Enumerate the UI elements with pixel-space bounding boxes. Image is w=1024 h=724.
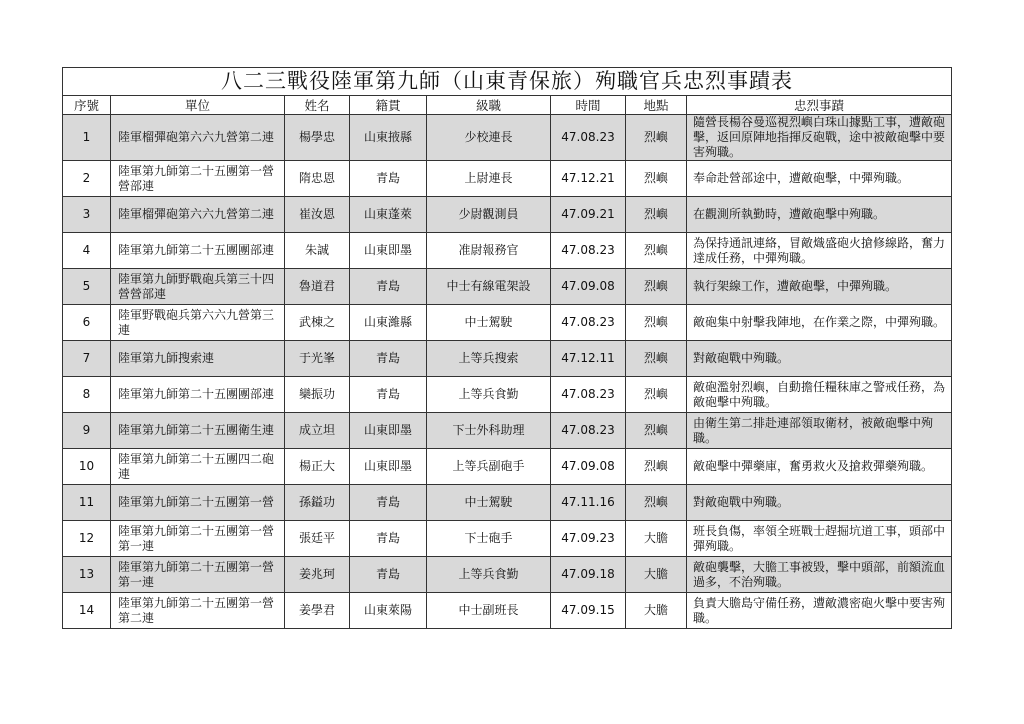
unit-cell: 陸軍第九師野戰砲兵第三十四營營部連 — [111, 269, 285, 305]
rank-cell: 下士外科助理 — [427, 413, 551, 449]
deed-cell: 對敵砲戰中殉職。 — [687, 341, 952, 377]
deed-cell: 由衛生第二排赴連部領取衛材，被敵砲擊中殉職。 — [687, 413, 952, 449]
unit-cell: 陸軍第九師第二十五團團部連 — [111, 233, 285, 269]
deed-cell: 敵砲擊中彈藥庫，奮勇救火及搶救彈藥殉職。 — [687, 449, 952, 485]
date-cell: 47.09.23 — [551, 521, 626, 557]
unit-cell: 陸軍榴彈砲第六六九營第二連 — [111, 197, 285, 233]
date-cell: 47.09.18 — [551, 557, 626, 593]
header-date: 時間 — [551, 96, 626, 115]
place-cell: 烈嶼 — [626, 197, 687, 233]
date-cell: 47.11.16 — [551, 485, 626, 521]
place-cell: 烈嶼 — [626, 269, 687, 305]
date-cell: 47.08.23 — [551, 377, 626, 413]
header-deed: 忠烈事蹟 — [687, 96, 952, 115]
unit-cell: 陸軍第九師搜索連 — [111, 341, 285, 377]
deed-cell: 負責大膽島守備任務，遭敵濃密砲火擊中要害殉職。 — [687, 593, 952, 629]
table-row — [63, 161, 952, 197]
name-cell: 張廷平 — [285, 521, 350, 557]
name-cell: 隋忠恩 — [285, 161, 350, 197]
table-row — [63, 377, 952, 413]
rank-cell: 中士駕駛 — [427, 485, 551, 521]
unit-cell: 陸軍第九師第二十五團衛生連 — [111, 413, 285, 449]
table-row — [63, 521, 952, 557]
unit-cell: 陸軍第九師第二十五團第一營 — [111, 485, 285, 521]
unit-cell: 陸軍榴彈砲第六六九營第二連 — [111, 115, 285, 161]
place-cell: 烈嶼 — [626, 449, 687, 485]
place-cell: 烈嶼 — [626, 377, 687, 413]
rank-cell: 少尉觀測員 — [427, 197, 551, 233]
name-cell: 姜學君 — [285, 593, 350, 629]
place-cell: 烈嶼 — [626, 305, 687, 341]
unit-cell: 陸軍第九師第二十五團第一營營部連 — [111, 161, 285, 197]
date-cell: 47.09.15 — [551, 593, 626, 629]
date-cell: 47.08.23 — [551, 305, 626, 341]
rank-cell: 上等兵副砲手 — [427, 449, 551, 485]
unit-cell: 陸軍第九師第二十五團第一營第二連 — [111, 593, 285, 629]
origin-cell: 青島 — [350, 521, 427, 557]
name-cell: 成立坦 — [285, 413, 350, 449]
origin-cell: 青島 — [350, 485, 427, 521]
name-cell: 于光峯 — [285, 341, 350, 377]
serial-cell: 12 — [63, 521, 111, 557]
date-cell: 47.08.23 — [551, 413, 626, 449]
rank-cell: 中士有線電架設 — [427, 269, 551, 305]
serial-cell: 4 — [63, 233, 111, 269]
serial-cell: 9 — [63, 413, 111, 449]
origin-cell: 山東即墨 — [350, 413, 427, 449]
date-cell: 47.12.21 — [551, 161, 626, 197]
rank-cell: 上等兵食勤 — [427, 557, 551, 593]
serial-cell: 10 — [63, 449, 111, 485]
deed-cell: 執行架線工作，遭敵砲擊，中彈殉職。 — [687, 269, 952, 305]
memorial-table-sheet — [62, 67, 951, 629]
place-cell: 烈嶼 — [626, 485, 687, 521]
deed-cell: 為保持通訊連絡，冒敵熾盛砲火搶修線路，奮力達成任務，中彈殉職。 — [687, 233, 952, 269]
place-cell: 大膽 — [626, 557, 687, 593]
name-cell: 崔汝恩 — [285, 197, 350, 233]
memorial-table — [62, 67, 952, 629]
rank-cell: 少校連長 — [427, 115, 551, 161]
serial-cell: 13 — [63, 557, 111, 593]
name-cell: 欒振功 — [285, 377, 350, 413]
deed-cell: 敵砲集中射擊我陣地，在作業之際，中彈殉職。 — [687, 305, 952, 341]
rank-cell: 上等兵搜索 — [427, 341, 551, 377]
deed-cell: 在觀測所執勤時，遭敵砲擊中殉職。 — [687, 197, 952, 233]
origin-cell: 青島 — [350, 557, 427, 593]
place-cell: 烈嶼 — [626, 413, 687, 449]
serial-cell: 3 — [63, 197, 111, 233]
serial-cell: 7 — [63, 341, 111, 377]
table-row — [63, 485, 952, 521]
table-row — [63, 341, 952, 377]
table-row — [63, 197, 952, 233]
table-row — [63, 593, 952, 629]
date-cell: 47.08.23 — [551, 115, 626, 161]
header-origin: 籍貫 — [350, 96, 427, 115]
serial-cell: 5 — [63, 269, 111, 305]
rank-cell: 中士副班長 — [427, 593, 551, 629]
date-cell: 47.09.08 — [551, 269, 626, 305]
unit-cell: 陸軍第九師第二十五團第一營第一連 — [111, 557, 285, 593]
deed-cell: 對敵砲戰中殉職。 — [687, 485, 952, 521]
table-row — [63, 115, 952, 161]
unit-cell: 陸軍第九師第二十五團第一營第一連 — [111, 521, 285, 557]
origin-cell: 青島 — [350, 161, 427, 197]
serial-cell: 1 — [63, 115, 111, 161]
rank-cell: 准尉報務官 — [427, 233, 551, 269]
name-cell: 楊正大 — [285, 449, 350, 485]
name-cell: 朱誠 — [285, 233, 350, 269]
table-row — [63, 413, 952, 449]
origin-cell: 山東蓬萊 — [350, 197, 427, 233]
table-row — [63, 305, 952, 341]
serial-cell: 14 — [63, 593, 111, 629]
origin-cell: 山東濰縣 — [350, 305, 427, 341]
date-cell: 47.12.11 — [551, 341, 626, 377]
place-cell: 烈嶼 — [626, 115, 687, 161]
header-name: 姓名 — [285, 96, 350, 115]
origin-cell: 山東即墨 — [350, 233, 427, 269]
deed-cell: 敵砲襲擊，大膽工事被毀，擊中頭部，前額流血過多，不治殉職。 — [687, 557, 952, 593]
origin-cell: 山東掖縣 — [350, 115, 427, 161]
rank-cell: 下士砲手 — [427, 521, 551, 557]
name-cell: 姜兆珂 — [285, 557, 350, 593]
deed-cell: 隨營長楊谷曼巡視烈嶼白珠山據點工事，遭敵砲擊，返回原陣地指揮反砲戰，途中被敵砲擊中要害殉職。 — [687, 115, 952, 161]
serial-cell: 2 — [63, 161, 111, 197]
origin-cell: 青島 — [350, 377, 427, 413]
name-cell: 孫鎰功 — [285, 485, 350, 521]
rank-cell: 上等兵食勤 — [427, 377, 551, 413]
table-row — [63, 233, 952, 269]
name-cell: 楊學忠 — [285, 115, 350, 161]
serial-cell: 6 — [63, 305, 111, 341]
origin-cell: 山東萊陽 — [350, 593, 427, 629]
header-unit: 單位 — [111, 96, 285, 115]
place-cell: 烈嶼 — [626, 161, 687, 197]
header-rank: 級職 — [427, 96, 551, 115]
name-cell: 魯道君 — [285, 269, 350, 305]
date-cell: 47.08.23 — [551, 233, 626, 269]
table-title: 八二三戰役陸軍第九師（山東青保旅）殉職官兵忠烈事蹟表 — [63, 68, 952, 96]
header-place: 地點 — [626, 96, 687, 115]
table-body — [63, 115, 952, 629]
date-cell: 47.09.08 — [551, 449, 626, 485]
origin-cell: 山東即墨 — [350, 449, 427, 485]
origin-cell: 青島 — [350, 341, 427, 377]
header-serial: 序號 — [63, 96, 111, 115]
unit-cell: 陸軍野戰砲兵第六六九營第三連 — [111, 305, 285, 341]
deed-cell: 班長負傷，率領全班戰士趕掘坑道工事，頭部中彈殉職。 — [687, 521, 952, 557]
table-row — [63, 557, 952, 593]
serial-cell: 8 — [63, 377, 111, 413]
name-cell: 武棟之 — [285, 305, 350, 341]
origin-cell: 青島 — [350, 269, 427, 305]
rank-cell: 上尉連長 — [427, 161, 551, 197]
deed-cell: 奉命赴營部途中，遭敵砲擊，中彈殉職。 — [687, 161, 952, 197]
place-cell: 大膽 — [626, 521, 687, 557]
deed-cell: 敵砲濫射烈嶼，自動擔任糧秣庫之警戒任務，為敵砲擊中殉職。 — [687, 377, 952, 413]
place-cell: 烈嶼 — [626, 341, 687, 377]
rank-cell: 中士駕駛 — [427, 305, 551, 341]
unit-cell: 陸軍第九師第二十五團團部連 — [111, 377, 285, 413]
place-cell: 烈嶼 — [626, 233, 687, 269]
table-row — [63, 449, 952, 485]
date-cell: 47.09.21 — [551, 197, 626, 233]
unit-cell: 陸軍第九師第二十五團四二砲連 — [111, 449, 285, 485]
table-row — [63, 269, 952, 305]
header-row — [63, 96, 952, 115]
place-cell: 大膽 — [626, 593, 687, 629]
serial-cell: 11 — [63, 485, 111, 521]
